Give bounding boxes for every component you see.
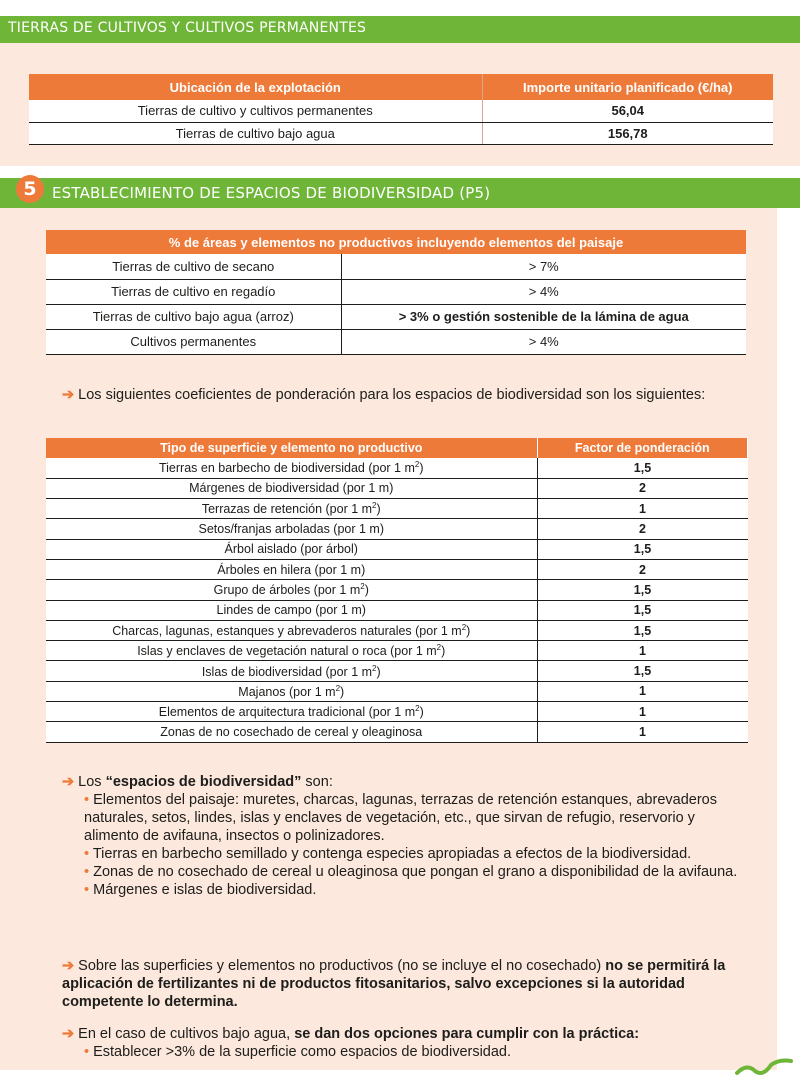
table-cell: [46, 539, 537, 559]
table-cell: [46, 580, 537, 600]
superficies-text: Sobre las superficies y elementos no productivos (no se incluye el no cosechado): [78, 958, 602, 974]
bullet-dot-icon: •: [84, 1044, 94, 1060]
list-item: [62, 791, 752, 845]
agua-note: [62, 1025, 752, 1061]
table-cell: > 7%: [341, 254, 746, 279]
cell-text: ): [419, 461, 424, 476]
superficies-note: [62, 957, 752, 1011]
table-row: [46, 478, 748, 498]
table-cell: 1: [537, 681, 748, 701]
table-row: [46, 681, 748, 701]
arrow-right-icon: ➔: [62, 774, 75, 790]
table-cell: [46, 499, 537, 519]
bullet-dot-icon: •: [84, 846, 93, 862]
table-cell: 2: [537, 519, 748, 539]
cell-text: ): [466, 624, 471, 639]
table-cell: [46, 641, 537, 661]
table-row: [46, 458, 748, 478]
table-row: [46, 539, 748, 559]
table-row: [29, 100, 773, 122]
table-cell: Tierras de cultivo y cultivos permanentes: [29, 100, 482, 122]
cell-text: Islas de biodiversidad (por 1 m: [201, 664, 373, 679]
table-row: [46, 641, 748, 661]
table-cell: [46, 478, 537, 498]
cell-text: Tierras en barbecho de biodiversidad (por 1 m: [158, 461, 415, 476]
espacios-lead-bold: “espacios de biodiversidad”: [105, 774, 302, 790]
table-cell: Tierras de cultivo bajo agua (arroz): [46, 304, 341, 329]
table-cell: [46, 722, 537, 742]
cell-text: Majanos (por 1 m: [238, 684, 336, 699]
table-cell: 1,5: [537, 661, 748, 681]
table-cell: 1,5: [537, 580, 748, 600]
list-item: [62, 863, 752, 881]
list-item: [62, 1043, 752, 1061]
cell-text: Setos/franjas arboladas (por 1 m): [198, 522, 384, 537]
table-cell: 2: [537, 559, 748, 579]
ponderacion-table: [46, 438, 748, 743]
cell-text: Grupo de árboles (por 1 m: [213, 583, 361, 598]
table-cell: Tierras de cultivo bajo agua: [29, 122, 482, 144]
table-cell: > 4%: [341, 329, 746, 354]
table-cell: [46, 559, 537, 579]
cell-text: ): [441, 644, 446, 659]
cell-text: Árboles en hilera (por 1 m): [217, 562, 366, 577]
table-row: [46, 279, 746, 304]
table-cell: Cultivos permanentes: [46, 329, 341, 354]
cell-text: Islas y enclaves de vegetación natural o roca (por 1 m: [137, 644, 437, 659]
table-cell: [46, 600, 537, 620]
bullet-text: Márgenes e islas de biodiversidad.: [93, 882, 317, 898]
section-title-text: TIERRAS DE CULTIVOS Y CULTIVOS PERMANENTES: [8, 20, 367, 36]
table-header: % de áreas y elementos no productivos incluyendo elementos del paisaje: [46, 230, 746, 254]
cell-text: ): [340, 684, 345, 699]
espacios-lead: Los: [78, 774, 106, 790]
table-cell: 1,5: [537, 600, 748, 620]
table-cell: [46, 681, 537, 701]
section-title-text: ESTABLECIMIENTO DE ESPACIOS DE BIODIVERSIDAD (P5): [52, 184, 491, 202]
bullet-dot-icon: •: [84, 882, 94, 898]
list-item: [62, 881, 752, 899]
section-title-cultivos: [0, 16, 800, 43]
table-header: Importe unitario planificado (€/ha): [482, 74, 773, 100]
superscript: 2: [461, 622, 467, 632]
cell-text: ): [376, 664, 381, 679]
table-cell: 1,5: [537, 458, 748, 478]
cell-text: Lindes de campo (por 1 m): [216, 603, 366, 618]
coef-intro-text: Los siguientes coeficientes de ponderación para los espacios de biodiversidad son los siguientes:: [78, 387, 706, 403]
table-row: [46, 559, 748, 579]
table-cell: [46, 458, 537, 478]
table-row: [46, 600, 748, 620]
table-row: [46, 329, 746, 354]
importe-table: [29, 74, 773, 145]
table-row: [46, 499, 748, 519]
table-cell: > 4%: [341, 279, 746, 304]
arrow-right-icon: ➔: [62, 387, 75, 403]
cell-text: Terrazas de retención (por 1 m: [201, 502, 373, 517]
table-row: [46, 519, 748, 539]
table-cell: [46, 519, 537, 539]
superficies-bold-text: no se permitirá la aplicación de fertilizantes ni de productos fitosanitarios, salvo excepciones si la autoridad competente lo determina.: [62, 958, 726, 1010]
table-header: Factor de ponderación: [537, 438, 748, 458]
table-row: [46, 661, 748, 681]
bullet-dot-icon: •: [84, 792, 94, 808]
table-cell: Tierras de cultivo en regadío: [46, 279, 341, 304]
arrow-right-icon: ➔: [62, 958, 75, 974]
green-squiggle-icon: [735, 1055, 795, 1077]
cell-text: ): [419, 705, 424, 720]
section-title-biodiversidad: [0, 178, 800, 208]
table-row: [46, 580, 748, 600]
table-row: [46, 722, 748, 742]
cell-text: Elementos de arquitectura tradicional (por 1 m: [158, 705, 416, 720]
table-row: [46, 702, 748, 722]
table-cell: 1: [537, 641, 748, 661]
table-row: [46, 304, 746, 329]
espacios-section: [62, 773, 752, 899]
table-row: [46, 254, 746, 279]
table-cell: 2: [537, 478, 748, 498]
coef-intro: [62, 386, 752, 404]
cell-text: Árbol aislado (por árbol): [224, 542, 358, 557]
table-cell: 156,78: [482, 122, 773, 144]
table-cell: [46, 702, 537, 722]
areas-table: [46, 230, 746, 355]
table-header: Ubicación de la explotación: [29, 74, 482, 100]
table-cell: 1: [537, 722, 748, 742]
table-cell: > 3% o gestión sostenible de la lámina de agua: [341, 304, 746, 329]
table-cell: 1,5: [537, 620, 748, 640]
superscript: 2: [372, 501, 377, 511]
table-cell: [46, 620, 537, 640]
table-cell: [46, 661, 537, 681]
cell-text: ): [376, 502, 381, 517]
superscript: 2: [360, 582, 365, 592]
espacios-lead-end: son:: [301, 774, 333, 790]
table-cell: 1,5: [537, 539, 748, 559]
cell-text: ): [364, 583, 369, 598]
list-item: [62, 845, 752, 863]
bullet-text: Establecer >3% de la superficie como espacios de biodiversidad.: [93, 1044, 512, 1060]
arrow-right-icon: ➔: [62, 1026, 75, 1042]
table-cell: Tierras de cultivo de secano: [46, 254, 341, 279]
cell-text: Márgenes de biodiversidad (por 1 m): [189, 481, 394, 496]
agua-bold-text: se dan dos opciones para cumplir con la práctica:: [294, 1026, 640, 1042]
table-header: Tipo de superficie y elemento no productivo: [46, 438, 537, 458]
superscript: 2: [414, 460, 420, 470]
table-row: [29, 122, 773, 144]
superscript: 2: [436, 643, 442, 653]
bullet-text: Elementos del paisaje: muretes, charcas, lagunas, terrazas de retención estanques, abrevaderos naturales, setos, lindes, islas y enclaves de vegetación, etc., que sirvan de refugio, reservorio y alimento de avifauna, insectos o polinizadores.: [84, 792, 717, 844]
superscript: 2: [415, 704, 420, 714]
table-cell: 1: [537, 499, 748, 519]
superscript: 2: [372, 663, 377, 673]
superscript: 2: [335, 683, 341, 693]
table-row: [46, 620, 748, 640]
bullet-dot-icon: •: [84, 864, 94, 880]
cell-text: Zonas de no cosechado de cereal y oleaginosa: [160, 725, 423, 739]
bullet-text: Tierras en barbecho semillado y contenga especies apropiadas a efectos de la biodiversidad.: [92, 846, 692, 862]
bullet-text: Zonas de no cosechado de cereal u oleaginosa que pongan el grano a disponibilidad de la avifauna.: [93, 864, 738, 880]
cell-text: Charcas, lagunas, estanques y abrevaderos naturales (por 1 m: [112, 624, 462, 639]
agua-text: En el caso de cultivos bajo agua,: [78, 1026, 295, 1042]
table-cell: 1: [537, 702, 748, 722]
section-number-badge: 5: [16, 175, 44, 203]
table-cell: 56,04: [482, 100, 773, 122]
